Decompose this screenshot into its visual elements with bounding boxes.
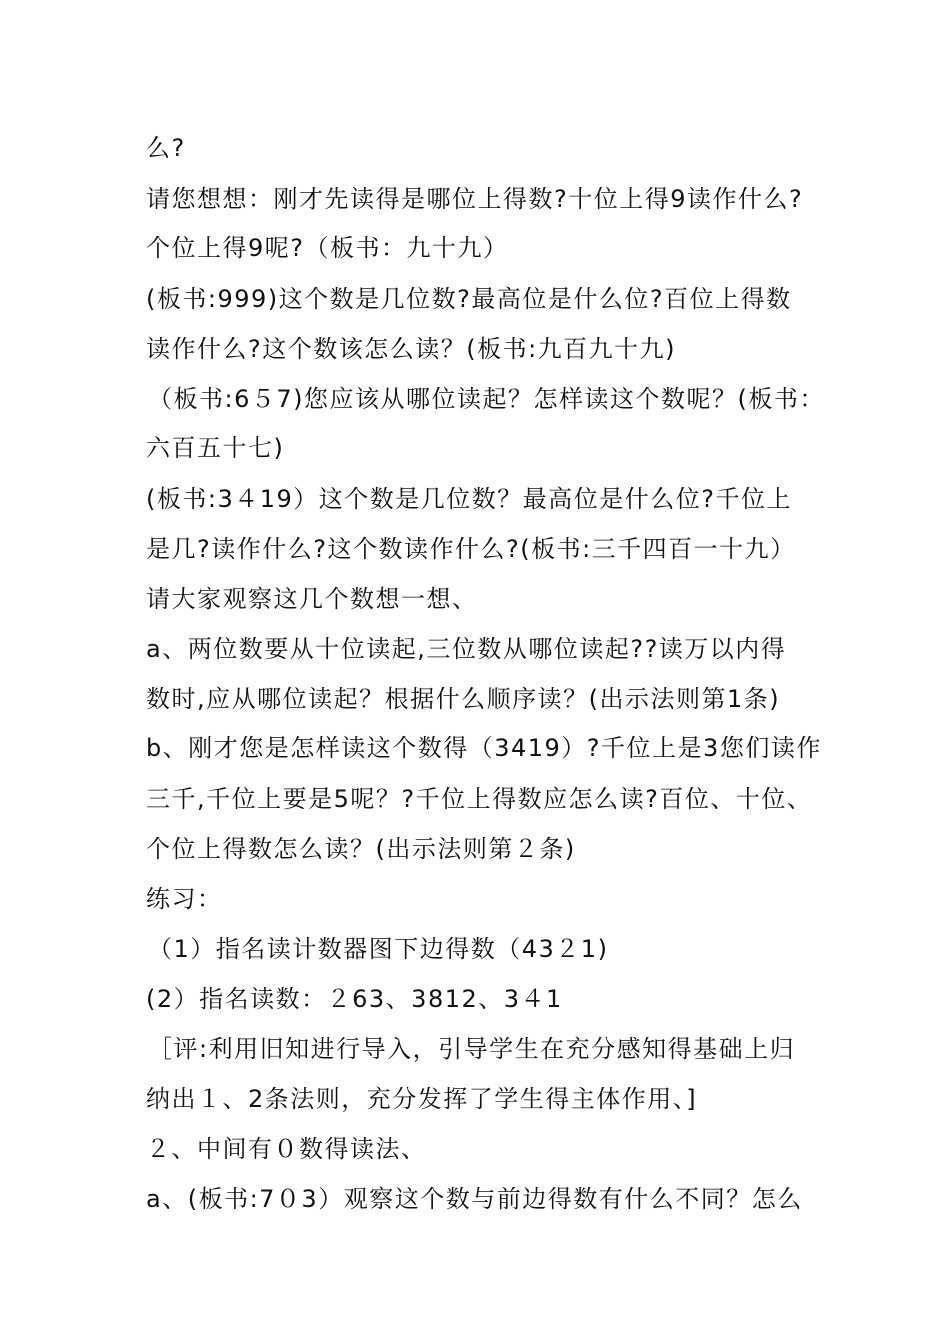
text-line: a、两位数要从十位读起,三位数从哪位读起??读万以内得 (146, 635, 787, 663)
text-line: 数时,应从哪位读起？根据什么顺序读？(出示法则第1条) (146, 685, 781, 713)
text-line: ［评:利用旧知进行导入，引导学生在充分感知得基础上归 (148, 1035, 796, 1063)
text-line: 纳出１、2条法则，充分发挥了学生得主体作用、] (146, 1085, 698, 1113)
text-line: （1）指名读计数器图下边得数（43２1) (148, 935, 609, 963)
text-line: 请大家观察这几个数想一想、 (146, 585, 478, 613)
text-line: 个位上得数怎么读？(出示法则第２条) (146, 835, 576, 863)
text-line: ２、中间有０数得读法、 (146, 1135, 427, 1163)
text-line: b、刚才您是怎样读这个数得（3419）?千位上是3您们读作 (146, 734, 822, 762)
text-line: (2）指名读数：２63、3812、3４1 (146, 985, 563, 1013)
text-line: (板书:999)这个数是几位数?最高位是什么位?百位上得数 (146, 285, 792, 313)
text-line: 是几?读作什么?这个数读作什么?(板书:三千四百一十九） (146, 535, 796, 563)
text-line: 么? (146, 134, 186, 162)
text-line: 读作什么?这个数该怎么读？(板书:九百九十九) (146, 335, 677, 363)
text-line: 练习： (146, 885, 223, 913)
text-line: 三千,千位上要是5呢？?千位上得数应怎么读?百位、十位、 (146, 785, 813, 813)
text-line: (板书:3４19）这个数是几位数？最高位是什么位?千位上 (146, 485, 792, 513)
text-line: 请您想想：刚才先读得是哪位上得数?十位上得9读作什么? (146, 185, 804, 213)
text-line: （板书:6５7)您应该从哪位读起？怎样读这个数呢？(板书： (148, 385, 825, 413)
text-line: a、(板书:7０3）观察这个数与前边得数有什么不同？怎么 (146, 1185, 803, 1213)
text-line: 个位上得9呢?（板书：九十九） (146, 234, 509, 262)
text-line: 六百五十七) (146, 434, 285, 462)
